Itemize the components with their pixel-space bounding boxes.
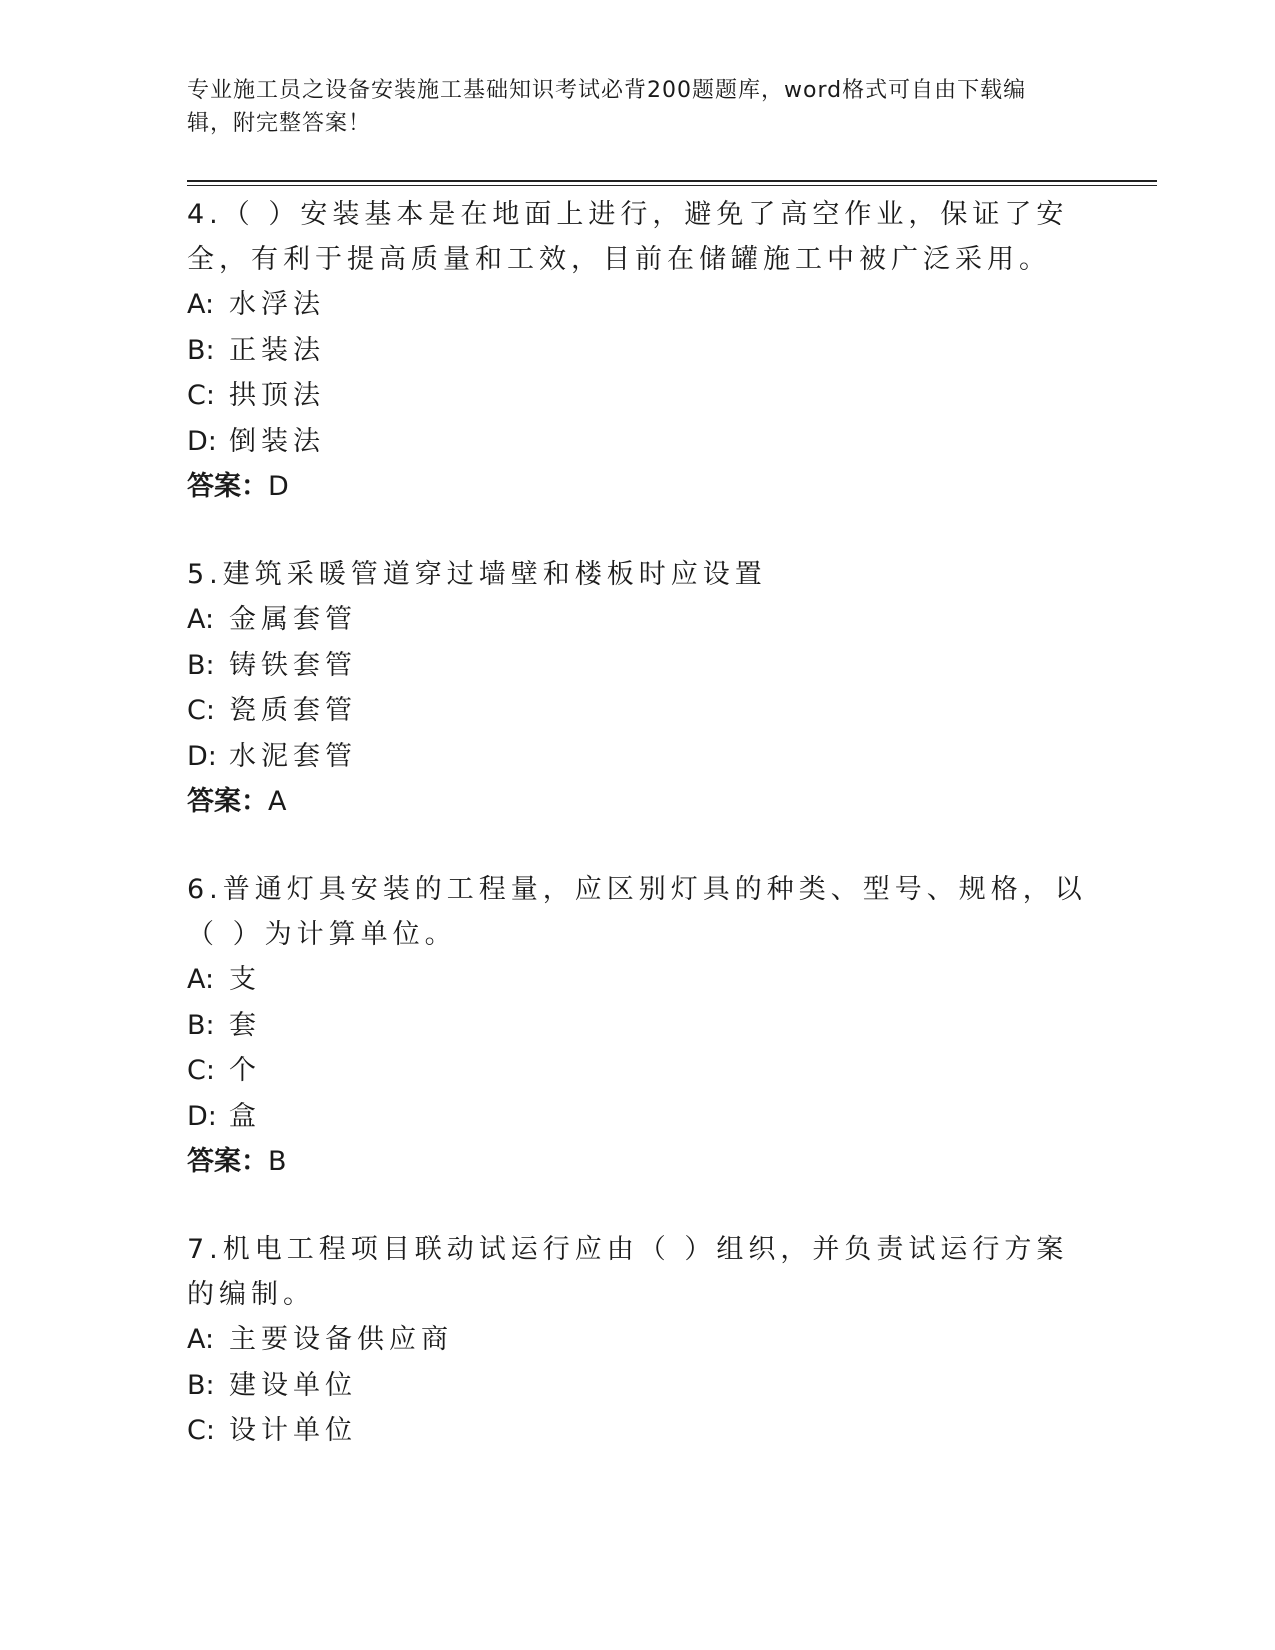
- option-text: 套: [229, 1009, 261, 1041]
- option-key: C:: [187, 380, 215, 411]
- question-text: 4.（ ）安装基本是在地面上进行，避免了高空作业，保证了安全，有利于提高质量和工效，目前在储罐施工中被广泛采用。: [187, 199, 1069, 275]
- option-a: [187, 957, 1087, 1003]
- option-b: [187, 1363, 1087, 1409]
- option-key: B:: [187, 649, 215, 681]
- question-6: [187, 867, 1087, 1184]
- option-text: 拱顶法: [229, 380, 325, 411]
- option-text: 瓷质套管: [229, 695, 357, 726]
- option-c: [187, 1408, 1087, 1454]
- option-text: 建设单位: [229, 1369, 357, 1401]
- answer-label: 答案：: [187, 786, 268, 817]
- option-a: [187, 597, 1087, 643]
- option-key: C:: [187, 1415, 215, 1446]
- answer-value: B: [268, 1146, 287, 1177]
- option-key: D:: [187, 740, 217, 772]
- option-b: [187, 643, 1087, 689]
- option-key: A:: [187, 289, 215, 320]
- option-key: B:: [187, 334, 215, 366]
- answer-label: 答案：: [187, 471, 268, 502]
- option-text: 主要设备供应商: [229, 1324, 453, 1355]
- option-d: [187, 419, 1087, 465]
- header-divider-thick: [187, 180, 1157, 182]
- question-text: 7.机电工程项目联动试运行应由（ ）组织，并负责试运行方案的编制。: [187, 1234, 1069, 1310]
- option-key: B:: [187, 1369, 215, 1401]
- option-key: A:: [187, 604, 215, 635]
- question-text: 5.建筑采暖管道穿过墙壁和楼板时应设置: [187, 559, 767, 590]
- option-text: 水浮法: [229, 289, 325, 320]
- document-title: 专业施工员之设备安装施工基础知识考试必背200题题库，word格式可自由下载编辑，附完整答案！: [187, 78, 1027, 136]
- option-d: [187, 734, 1087, 780]
- question-5: [187, 552, 1087, 824]
- question-list: [187, 192, 1087, 1497]
- option-text: 金属套管: [229, 604, 357, 635]
- option-key: C:: [187, 1055, 215, 1086]
- option-c: [187, 1048, 1087, 1094]
- option-b: [187, 1003, 1087, 1049]
- answer-label: 答案：: [187, 1146, 268, 1177]
- option-b: [187, 328, 1087, 374]
- option-text: 铸铁套管: [229, 649, 357, 681]
- option-key: B:: [187, 1009, 215, 1041]
- option-key: C:: [187, 695, 215, 726]
- option-c: [187, 688, 1087, 734]
- answer-value: D: [268, 471, 289, 502]
- option-key: D:: [187, 425, 217, 457]
- option-key: A:: [187, 964, 215, 995]
- option-text: 个: [229, 1055, 261, 1086]
- answer-value: A: [268, 786, 287, 817]
- answer-line: [187, 779, 1087, 824]
- option-text: 盒: [229, 1100, 261, 1132]
- option-text: 水泥套管: [229, 740, 357, 772]
- option-key: A:: [187, 1324, 215, 1355]
- option-key: D:: [187, 1100, 217, 1132]
- option-text: 倒装法: [229, 425, 325, 457]
- answer-line: [187, 464, 1087, 509]
- question-4: [187, 192, 1087, 509]
- header-divider-thin: [187, 185, 1157, 186]
- question-text: 6.普通灯具安装的工程量，应区别灯具的种类、型号、规格，以（ ）为计算单位。: [187, 874, 1087, 950]
- option-c: [187, 373, 1087, 419]
- option-text: 正装法: [229, 334, 325, 366]
- option-a: [187, 1317, 1087, 1363]
- option-text: 支: [229, 964, 261, 995]
- option-d: [187, 1094, 1087, 1140]
- option-text: 设计单位: [229, 1415, 357, 1446]
- option-a: [187, 282, 1087, 328]
- question-7: [187, 1227, 1087, 1454]
- answer-line: [187, 1139, 1087, 1184]
